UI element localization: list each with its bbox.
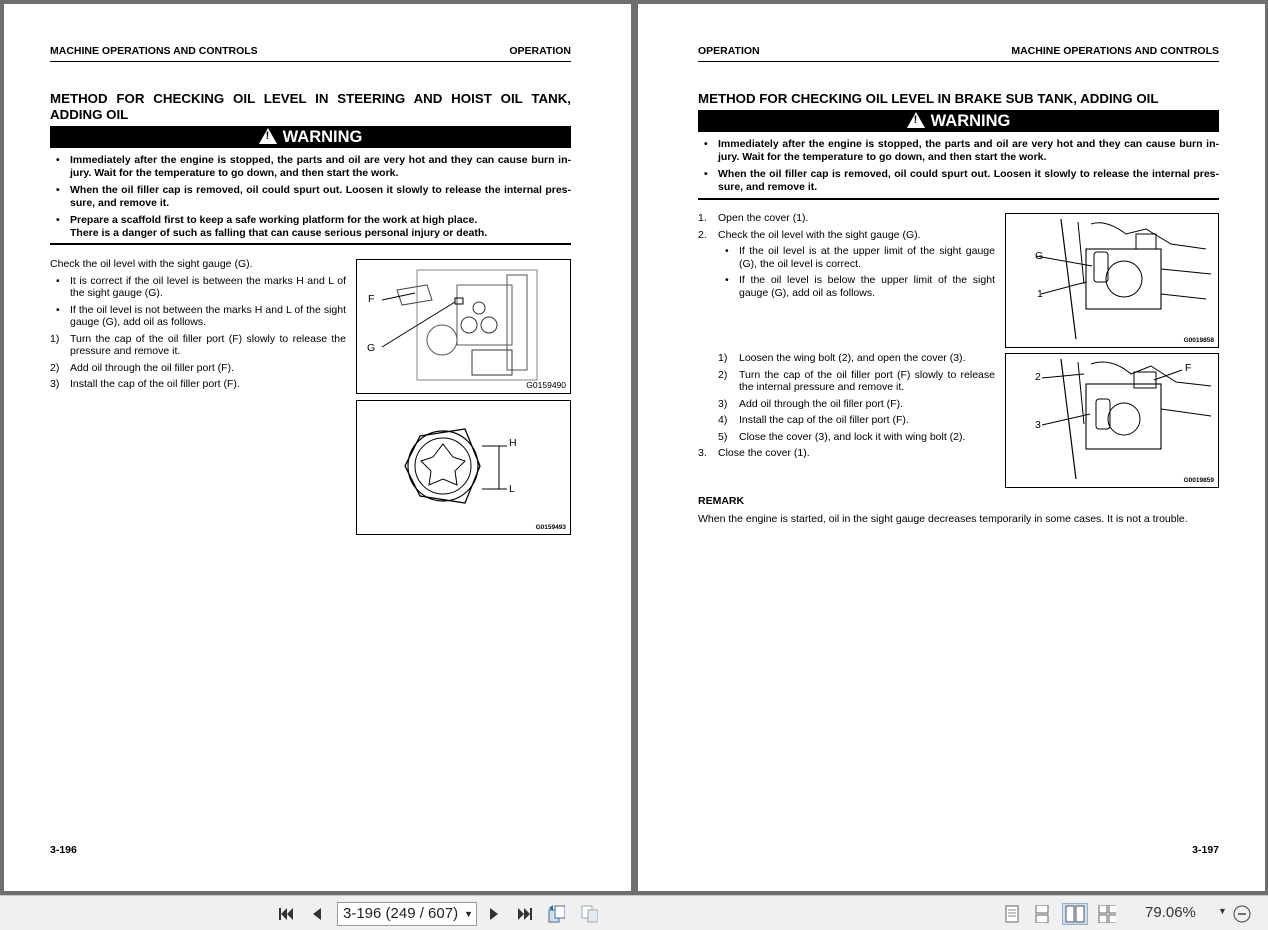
running-header [698,45,1219,62]
figure-tank-overview [356,259,571,394]
first-page-icon [278,905,296,923]
label-g: G [367,342,376,354]
warning-label: WARNING [282,128,363,146]
warning-triangle-icon [259,128,277,144]
label-l: L [509,483,515,495]
zoom-dropdown-icon[interactable]: ▼ [1218,906,1227,916]
step-item: 1) Turn the cap of the oil filler port (F) slowly to release the pressure and remove it. [50,332,346,357]
sub-instructions [698,352,995,464]
prev-view-icon [547,904,565,924]
page-number-field[interactable] [337,902,477,926]
step-item: 1. Open the cover (1). [698,212,809,224]
page-left [4,4,631,891]
substep-item: 5) Close the cover (3), and lock it with wing bolt (2). [718,430,966,443]
warning-rule [50,243,571,245]
intro-text: Check the oil level with the sight gauge (G). [50,258,253,270]
first-page-button[interactable] [278,905,296,923]
prev-page-icon [308,905,326,923]
bullet-item: • It is correct if the oil level is between the marks H and L of the sight gauge (G). [50,275,346,300]
remark-heading: REMARK [698,495,745,507]
step-item: 3) Install the cap of the oil filler port (F). [50,378,240,390]
running-header [50,45,571,62]
warning-banner [698,110,1219,132]
zoom-out-button[interactable] [1233,905,1251,923]
tank-illustration [357,260,570,393]
label-h: H [509,437,517,449]
last-page-button[interactable] [515,905,533,923]
header-left: OPERATION [698,45,760,57]
figure-id: G0019858 [1183,337,1214,344]
label-f: F [368,293,375,305]
warning-item: • Prepare a scaffold first to keep a safe working platform for the work at high place. There is a danger of such as falling that can cause serious personal injury or death. [50,214,571,239]
sight-gauge-illustration [357,401,570,534]
label-f: F [1185,362,1192,374]
warning-item: • Immediately after the engine is stopped, the parts and oil are very hot and they can cause burn in-jury. Wait for the temperature to go down, and then start the work. [698,138,1219,163]
navigation-toolbar [0,895,1268,930]
section-title: METHOD FOR CHECKING OIL LEVEL IN BRAKE SUB TANK, ADDING OIL [698,91,1159,106]
substep-item: 2) Turn the cap of the oil filler port (F) slowly to release the internal pressure and remove it. [718,368,995,393]
continuous-facing-view-button[interactable] [1098,905,1116,923]
step-item: 2) Add oil through the oil filler port (F). [50,361,234,374]
last-page-icon [515,905,533,923]
header-right: MACHINE OPERATIONS AND CONTROLS [1011,45,1219,57]
zoom-out-icon [1233,905,1251,923]
warning-item: • When the oil filler cap is removed, oil could spurt out. Loosen it slowly to release the internal pres-sure, and remove it. [698,168,1219,193]
instructions [698,212,995,303]
warning-item: • When the oil filler cap is removed, oil could spurt out. Loosen it slowly to release the internal pres-sure, and remove it. [50,184,571,209]
step-item: 3. Close the cover (1). [698,447,810,459]
figure-sight-gauge [356,400,571,535]
page-right [638,4,1265,891]
next-view-button[interactable] [580,905,598,923]
label-1: 1 [1037,288,1043,300]
figure-id: G0019859 [1183,477,1214,484]
label-g: G [1035,250,1044,262]
page-number: 3-196 [50,844,77,856]
continuous-icon [1034,905,1050,923]
warning-item: • Immediately after the engine is stopped, the parts and oil are very hot and they can cause burn in-jury. Wait for the temperature to go down, and then start the work. [50,154,571,179]
facing-view-button[interactable] [1062,903,1088,925]
figure-id: G0159490 [526,380,566,390]
instructions [50,258,346,395]
warning-banner [50,126,571,148]
label-3: 3 [1035,419,1041,431]
warning-label: WARNING [930,112,1011,130]
facing-icon [1065,905,1085,923]
warning-rule [698,198,1219,200]
single-page-view-button[interactable] [1003,905,1021,923]
substep-item: 4) Install the cap of the oil filler port (F). [718,414,909,426]
bullet-item: • If the oil level is at the upper limit of the sight gauge (G), the oil level is correct. [698,245,995,270]
continuous-view-button[interactable] [1033,905,1051,923]
next-page-button[interactable] [485,905,503,923]
next-page-icon [485,905,503,923]
substep-item: 3) Add oil through the oil filler port (F). [718,397,903,410]
chevron-down-icon[interactable]: ▼ [464,909,473,919]
step-item: 2. Check the oil level with the sight gauge (G). [698,228,921,241]
single-page-icon [1004,905,1020,923]
warning-list [50,154,571,239]
page-number-value: 3-196 (249 / 607) [343,905,459,922]
next-view-icon [580,904,598,924]
figure-brake-tank-cover [1005,353,1219,488]
continuous-facing-icon [1098,905,1116,923]
figure-id: G0159493 [535,524,566,531]
warning-list [698,138,1219,193]
label-2: 2 [1035,371,1041,383]
substep-item: 1) Loosen the wing bolt (2), and open the cover (3). [718,352,966,364]
header-left: MACHINE OPERATIONS AND CONTROLS [50,45,258,57]
page-number: 3-197 [1192,844,1219,856]
prev-page-button[interactable] [308,905,326,923]
zoom-level[interactable]: 79.06% [1145,904,1196,921]
bullet-item: • If the oil level is not between the marks H and L of the sight gauge (G), add oil as follows. [50,304,346,329]
remark-text: When the engine is started, oil in the sight gauge decreases temporarily in some cases. It is not a trouble. [698,513,1188,525]
section-title: METHOD FOR CHECKING OIL LEVEL IN STEERING AND HOIST OIL TANK, ADDING OIL [50,91,571,122]
figure-brake-tank [1005,213,1219,348]
prev-view-button[interactable] [547,905,565,923]
warning-triangle-icon [907,112,925,128]
header-right: OPERATION [509,45,571,57]
brake-tank-illustration [1006,214,1218,347]
bullet-item: • If the oil level is below the upper limit of the sight gauge (G), add oil as follows. [698,274,995,299]
